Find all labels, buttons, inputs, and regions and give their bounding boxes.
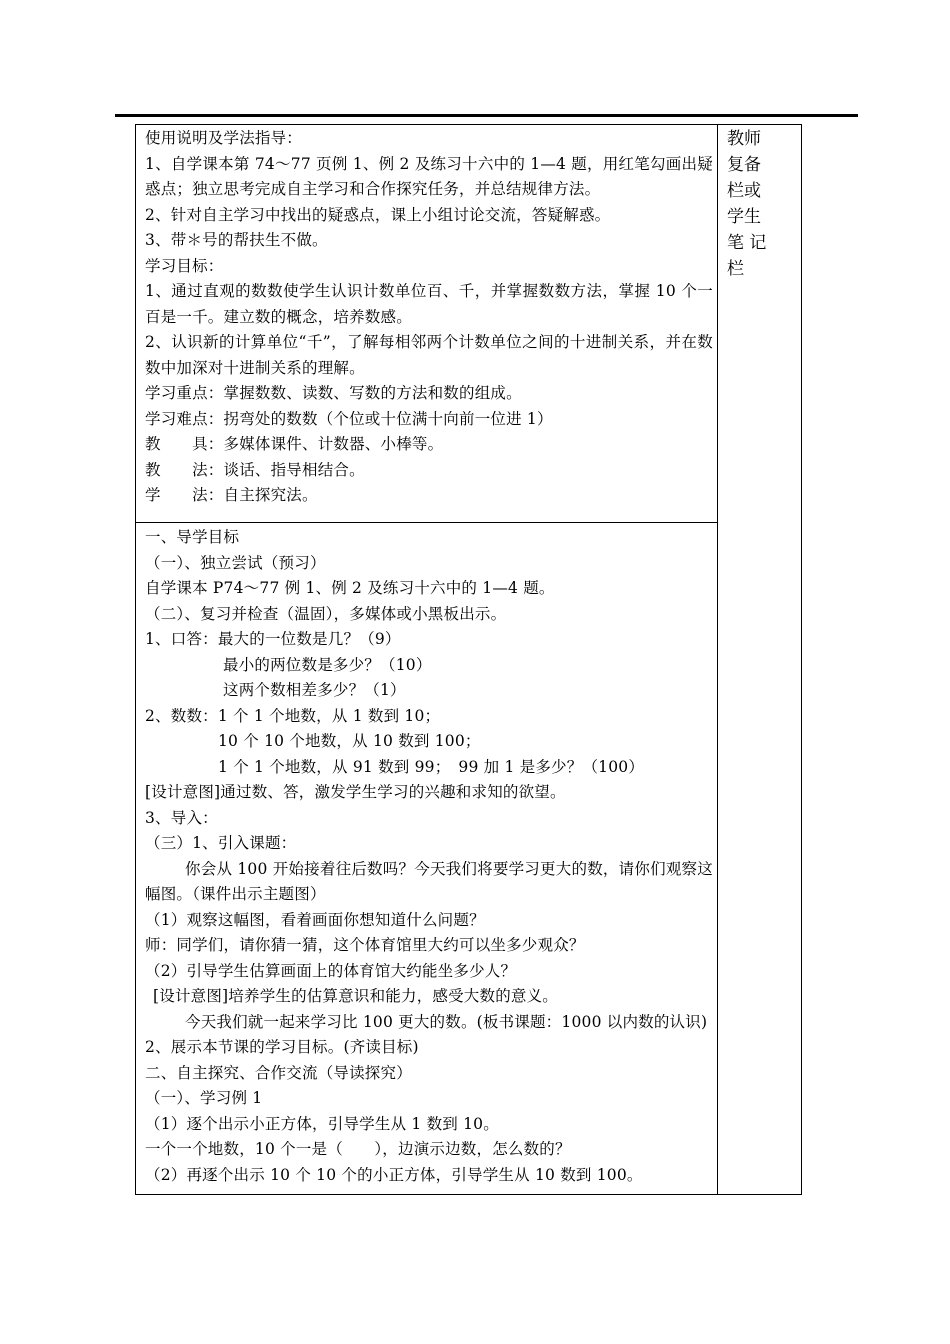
teaching-aids: 教 具：多媒体课件、计数器、小棒等。 xyxy=(145,435,444,453)
subsection-heading: （二）、复习并检查（温固），多媒体或小黑板出示。 xyxy=(145,604,507,623)
body-line: 2、展示本节课的学习目标。(齐读目标) xyxy=(145,1038,419,1056)
sidebar-label: 栏或 xyxy=(727,181,761,201)
difficult-point: 学习难点：拐弯处的数数（个位或十位满十向前一位进 1） xyxy=(145,409,553,428)
teaching-method: 教 法：谈话、指导相结合。 xyxy=(145,460,365,479)
teacher-notes-column xyxy=(727,126,785,282)
body-line: （1）观察这幅图，看着画面你想知道什么问题？ xyxy=(145,910,485,929)
body-line: 一个一个地数，10 个一是（ ），边演示边数，怎么数的？ xyxy=(145,1140,571,1158)
subsection-heading: （一）、学习例 1 xyxy=(145,1089,263,1107)
instruction-item: 2、针对自主学习中找出的疑惑点，课上小组讨论交流，答疑解惑。 xyxy=(145,205,611,224)
objective-item: 2、认识新的计算单位“千”，了解每相邻两个计数单位之间的十进制关系，并在数数中加深对十进制关系的理解。 xyxy=(145,333,713,377)
section-heading: 一、导学目标 xyxy=(145,528,240,546)
instruction-item: 3、带＊号的帮扶生不做。 xyxy=(145,231,328,249)
question-line: 1、口答：最大的一位数是几？（9） xyxy=(145,630,401,648)
section-divider xyxy=(135,522,718,523)
header-rule xyxy=(115,114,858,117)
body-line: 自学课本 P74～77 例 1、例 2 及练习十六中的 1—4 题。 xyxy=(145,579,555,597)
subsection-heading: （三）1、引入课题： xyxy=(145,834,297,852)
body-line: （2）引导学生估算画面上的体育馆大约能坐多少人？ xyxy=(145,961,517,980)
body-paragraph xyxy=(145,1010,713,1036)
body-paragraph-text: 今天我们就一起来学习比 100 更大的数。(板书课题：1000 以内数的认识) xyxy=(185,1012,708,1031)
sidebar-label: 教师 xyxy=(727,129,761,149)
sidebar-label: 学生 xyxy=(727,207,761,227)
question-line: 最小的两位数是多少？（10） xyxy=(223,655,432,674)
design-intent: [设计意图]培养学生的估算意识和能力，感受大数的意义。 xyxy=(153,987,558,1005)
instruction-item: 1、自学课本第 74～77 页例 1、例 2 及练习十六中的 1—4 题，用红笔勾画出疑惑点；独立思考完成自主学习和合作探究任务，并总结规律方法。 xyxy=(145,154,713,198)
counting-line: 1 个 1 个地数，从 91 数到 99； 99 加 1 是多少？（100） xyxy=(218,757,645,776)
sidebar-label: 栏 xyxy=(727,259,744,279)
counting-line: 10 个 10 个地数，从 10 数到 100； xyxy=(218,732,481,750)
question-line: 这两个数相差多少？（1） xyxy=(223,681,406,699)
body-paragraph xyxy=(145,857,713,908)
sidebar-label: 笔 记 xyxy=(727,233,767,253)
key-point: 学习重点：掌握数数、读数、写数的方法和数的组成。 xyxy=(145,384,522,402)
design-intent: [设计意图]通过数、答，激发学生学习的兴趣和求知的欲望。 xyxy=(145,783,566,801)
instructions-heading: 使用说明及学法指导： xyxy=(145,129,303,147)
section-heading: 二、自主探究、合作交流（导读探究） xyxy=(145,1063,412,1082)
body-line: （2）再逐个出示 10 个 10 个的小正方体，引导学生从 10 数到 100。 xyxy=(145,1165,643,1184)
body-line: 3、导入： xyxy=(145,808,218,827)
objective-item: 1、通过直观的数数使学生认识计数单位百、千，并掌握数数方法，掌握 10 个一百是一千。建立数的概念，培养数感。 xyxy=(145,282,713,326)
learning-method: 学 法：自主探究法。 xyxy=(145,486,318,504)
intro-section xyxy=(145,126,713,509)
body-paragraph-text: 你会从 100 开始接着往后数吗？今天我们将要学习更大的数，请你们观察这幅图。（课件出示主题图） xyxy=(145,859,713,903)
counting-line: 2、数数：1 个 1 个地数，从 1 数到 10； xyxy=(145,706,441,725)
lesson-body xyxy=(145,525,713,1188)
subsection-heading: （一）、独立尝试（预习） xyxy=(145,553,326,572)
body-line: （1）逐个出示小正方体，引导学生从 1 数到 10。 xyxy=(145,1114,499,1133)
objectives-heading: 学习目标： xyxy=(145,256,224,275)
sidebar-divider xyxy=(717,124,718,1195)
body-line: 师：同学们，请你猜一猜，这个体育馆里大约可以坐多少观众？ xyxy=(145,936,585,954)
sidebar-label: 复备 xyxy=(727,155,761,175)
